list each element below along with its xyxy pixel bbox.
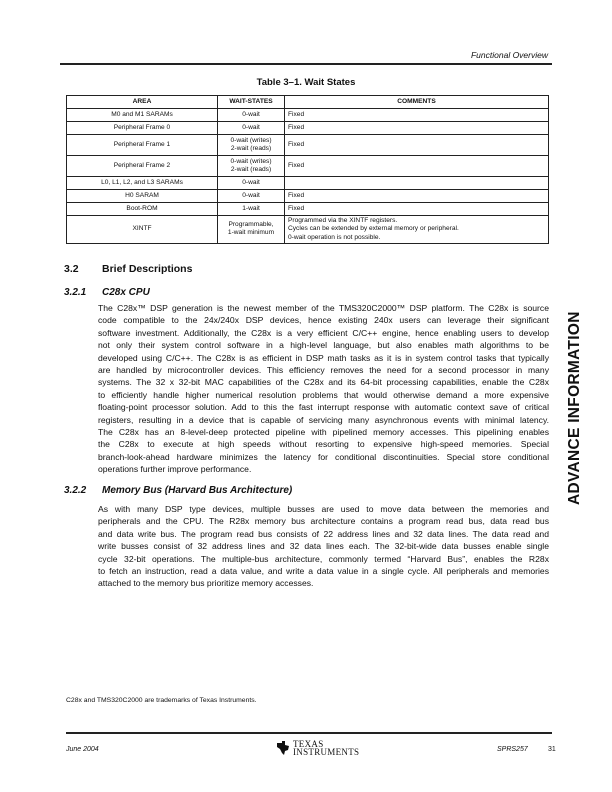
cell-line: Cycles can be extended by external memory or peripheral. bbox=[288, 225, 459, 233]
wait-states-cell bbox=[218, 177, 285, 190]
cell-line: 2-wait (reads) bbox=[230, 145, 272, 152]
page-number: 31 bbox=[548, 746, 556, 753]
column-header: WAIT-STATES bbox=[218, 96, 285, 109]
running-header: Functional Overview bbox=[470, 50, 548, 60]
paragraph-line: systems. The 32 x 32-bit MAC capabilities of the C28x and its 64-bit processing capabilities, enable the C28x bbox=[98, 377, 549, 388]
table-row bbox=[67, 135, 549, 156]
cell-line: 2-wait (reads) bbox=[230, 166, 272, 173]
wait-states-cell bbox=[218, 122, 285, 135]
comments-cell bbox=[285, 135, 549, 156]
cell-line: Programmed via the XINTF registers. bbox=[288, 217, 398, 224]
cell-line: 1-wait bbox=[242, 204, 260, 212]
wait-states-cell bbox=[218, 190, 285, 203]
comments-cell bbox=[285, 190, 549, 203]
cell-line: Fixed bbox=[288, 110, 305, 118]
cell-line: Fixed bbox=[288, 204, 305, 212]
comments-cell bbox=[285, 109, 549, 122]
paragraph-line: attached to the memory bus prioritize memory accesses. bbox=[98, 578, 314, 589]
wait-states-cell bbox=[218, 203, 285, 216]
table-row bbox=[67, 156, 549, 177]
table-row bbox=[67, 177, 549, 190]
column-header: AREA bbox=[67, 96, 218, 109]
wait-states-cell bbox=[218, 135, 285, 156]
area-cell: XINTF bbox=[67, 216, 218, 244]
paragraph-line: branch-look-ahead hardware minimizes the latency for conditional discontinuities. Special store conditional bbox=[98, 451, 549, 462]
area-cell: Peripheral Frame 2 bbox=[67, 156, 218, 177]
paragraph-line: floating-point processor solution. Add to this the fast interrupt response with automatic context save of critical bbox=[98, 402, 549, 413]
ti-state-icon bbox=[276, 741, 290, 755]
wait-states-cell bbox=[218, 109, 285, 122]
subsection-title: Memory Bus (Harvard Bus Architecture) bbox=[102, 485, 293, 496]
comments-cell bbox=[285, 203, 549, 216]
cell-line: 0-wait (writes) bbox=[230, 136, 272, 144]
cell-line: 0-wait operation is not possible. bbox=[288, 233, 381, 241]
cell-line: 0-wait (writes) bbox=[230, 157, 272, 165]
wait-states-cell bbox=[218, 156, 285, 177]
area-cell: Peripheral Frame 1 bbox=[67, 135, 218, 156]
cell-line: Fixed bbox=[288, 140, 305, 148]
c28x-cpu-paragraph bbox=[98, 302, 549, 475]
comments-cell bbox=[285, 122, 549, 135]
advance-information-banner: ADVANCE INFORMATION bbox=[566, 311, 583, 505]
section-heading bbox=[64, 263, 192, 275]
area-cell: Boot-ROM bbox=[67, 203, 218, 216]
section-number: 3.2 bbox=[64, 263, 79, 275]
wait-states-table bbox=[66, 95, 549, 244]
cell-line: 0-wait bbox=[242, 178, 260, 186]
area-cell: M0 and M1 SARAMs bbox=[67, 109, 218, 122]
comments-cell bbox=[285, 177, 549, 190]
cell-line: Fixed bbox=[288, 161, 305, 169]
table-row bbox=[67, 190, 549, 203]
cell-line: 1-wait minimum bbox=[227, 229, 275, 237]
subsection-title: C28x CPU bbox=[102, 287, 150, 298]
table-title: Table 3–1. Wait States bbox=[256, 77, 356, 88]
paragraph-line: and data write bus. The program read bus consists of 22 address lines and 32 data lines. The data read and bbox=[98, 528, 549, 539]
cell-line: 0-wait bbox=[242, 191, 260, 199]
area-cell: H0 SARAM bbox=[67, 190, 218, 203]
section-title: Brief Descriptions bbox=[102, 263, 193, 275]
logo-text: INSTRUMENTS bbox=[293, 747, 360, 757]
paragraph-line: peripherals and the CPU. The R28x memory bus architecture contains a program read bus, data read bus bbox=[98, 516, 549, 527]
subsection-number: 3.2.1 bbox=[64, 287, 87, 298]
paragraph-line: are handled by microcontroller devices. This efficiency removes the need for a second processor in many bbox=[98, 364, 549, 375]
cell-line: 0-wait bbox=[242, 123, 260, 131]
cell-line: 0-wait bbox=[242, 110, 260, 118]
paragraph-line: not only their system control software in a high-level language, but also enables math algorithms to be bbox=[98, 340, 549, 351]
area-cell: L0, L1, L2, and L3 SARAMs bbox=[67, 177, 218, 190]
paragraph-line: The C28x™ DSP generation is the newest member of the TMS320C2000™ DSP platform. The C28x is source bbox=[98, 303, 549, 313]
paragraph-line: to efficiently handle higher numerical resolution problems that would otherwise demand a more expensive bbox=[98, 389, 549, 400]
table-row bbox=[67, 216, 549, 244]
paragraph-line: code compatible to the 24x/240x DSP devices, hence existing 240x users can leverage their significant bbox=[98, 315, 549, 326]
footer-date: June 2004 bbox=[66, 746, 99, 753]
area-cell: Peripheral Frame 0 bbox=[67, 122, 218, 135]
comments-cell bbox=[285, 216, 549, 244]
paragraph-line: the C28x to execute at high speeds without resorting to expensive high-speed memories. Special bbox=[98, 439, 549, 450]
table-row bbox=[67, 122, 549, 135]
subsection-heading bbox=[64, 485, 292, 496]
cell-line: Fixed bbox=[288, 191, 305, 199]
table-row bbox=[67, 203, 549, 216]
paragraph-line: operations further improve performance. bbox=[98, 464, 252, 475]
memory-bus-paragraph bbox=[98, 503, 549, 590]
paragraph-line: As with many DSP type devices, multiple busses are used to move data between the memories and bbox=[98, 504, 549, 514]
trademark-footnote: C28x and TMS320C2000 are trademarks of Texas Instruments. bbox=[66, 697, 257, 704]
table-row bbox=[67, 109, 549, 122]
paragraph-line: registers, resulting in a device that is capable of servicing many asynchronous events with minimal latency. bbox=[98, 414, 549, 425]
paragraph-line: The C28x has an 8-level-deep protected pipeline with pipelined memory accesses. This pipelining enables bbox=[98, 426, 549, 437]
footer-rule bbox=[66, 732, 552, 734]
paragraph-line: to fetch an instruction, read a data value, and write a data value in a single cycle. All peripherals and memories bbox=[98, 565, 549, 576]
comments-cell bbox=[285, 156, 549, 177]
header-rule bbox=[60, 63, 552, 65]
paragraph-line: cycle 32-bit operations. The multiple-bus architecture, commonly termed “Harvard Bus”, enables the R28x bbox=[98, 553, 549, 564]
column-header: COMMENTS bbox=[285, 96, 549, 109]
document-number: SPRS257 bbox=[497, 746, 528, 753]
texas-instruments-logo bbox=[276, 740, 359, 756]
cell-line: Programmable, bbox=[228, 221, 274, 229]
paragraph-line: software investment. Additionally, the C28x is a very efficient C/C++ engine, hence enabling users to develop bbox=[98, 327, 549, 338]
logo-text: TEXAS bbox=[293, 739, 324, 749]
paragraph-line: developed using C/C++. The C28x is as efficient in DSP math tasks as it is in system control tasks that typically bbox=[98, 352, 549, 363]
cell-line: Fixed bbox=[288, 123, 305, 131]
subsection-heading bbox=[64, 287, 150, 298]
wait-states-cell bbox=[218, 216, 285, 244]
subsection-number: 3.2.2 bbox=[64, 485, 87, 496]
paragraph-line: write busses consist of 32 address lines and 32 data lines each. The 32-bit-wide data busses enable single bbox=[98, 541, 549, 552]
